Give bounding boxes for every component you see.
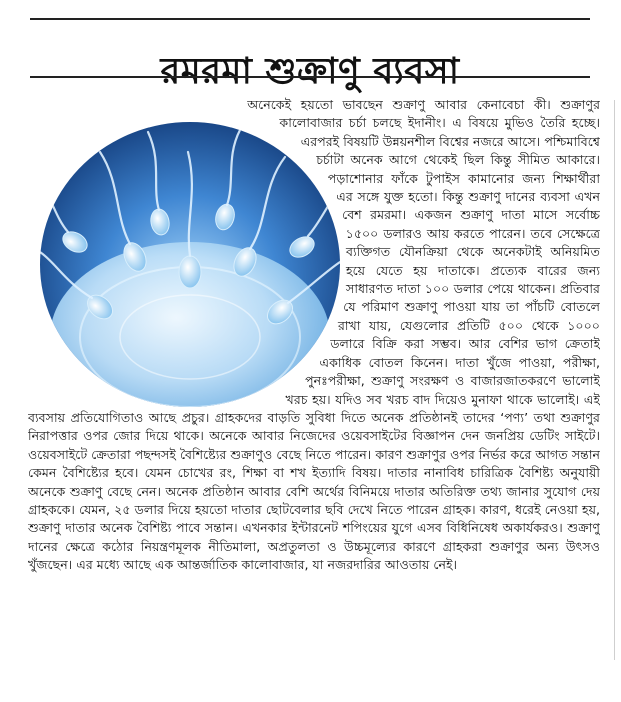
headline-top-rule — [30, 18, 590, 20]
photo-wrap-space — [28, 96, 346, 404]
article-body-text: অনেকেই হয়তো ভাবছেন শুক্রাণু আবার কেনাবেচা কী। শুক্রাণুর কালোবাজার চর্চা চলছে ইদানীং। এ বিষয়ে মুভিও তৈরি হচ্ছে। এরপরই বিষয়টি উন্নয়নশীল বিশ্বের নজরে আসে। পশ্চিমাবিশ্বে চর্চাটা অনেক আগে থেকেই ছিল কিন্তু সীমিত আকারে। পড়াশোনার ফাঁকে টুপাইস কামানোর জন্য শিক্ষার্থীরা এর সঙ্গে যুক্ত হতো। কিন্তু শুক্রাণু দানের ব্যবসা এখন বেশ রমরমা। একজন শুক্রাণু দাতা মাসে সর্বোচ্চ ১৫০০ ডলারও আয় করতে পারেন। তবে সেক্ষেত্রে ব্যক্তিগত যৌনক্রিয়া থেকে অনেকটাই অনিয়মিত হয়ে যেতে হয় দাতাকে। প্রত্যেক বারের জন্য সাধারণত দাতা ১০০ ডলার পেয়ে থাকেন। প্রতিবার যে পরিমাণ শুক্রাণু পাওয়া যায় তা পাঁচটি বোতলে রাখা যায়, যেগুলোর প্রতিটি ৫০০ থেকে ১০০০ ডলারে বিক্রি করা সম্ভব। আর বেশির ভাগ ক্রেতাই একাধিক বোতল কিনেন। দাতা খুঁজে পাওয়া, পরীক্ষা, পুনঃপরীক্ষা, শুক্রাণু সংরক্ষণ ও বাজারজাতকরণে ভালোই খরচ হয়। যদিও সব খরচ বাদ দিয়েও মুনাফা থাকে ভালোই। এই ব্যবসায় প্রতিযোগিতাও আছে প্রচুর। গ্রাহকদের বাড়তি সুবিধা দিতে অনেক প্রতিষ্ঠানই তাদের ‘পণ্য’ তথা শুক্রাণুর নিরাপত্তার ওপর জোর দিয়ে থাকে। অনেকে আবার নিজেদের ওয়েবসাইটের বিজ্ঞাপন দেন জনপ্রিয় ডেটিং সাইটে। ওয়েবসাইটে ক্রেতারা পছন্দসই বৈশিষ্ট্যের শুক্রাণুও বেছে নিতে পারেন। কারণ শুক্রাণুর ওপর নির্ভর করে আগত সন্তান কেমন বৈশিষ্ট্যের হবে। যেমন চোখের রং, শিক্ষা বা শখ ইত্যাদি বিষয়। দাতার নানাবিধ চারিত্রিক বৈশিষ্ট্য অনুযায়ী অনেকে শুক্রাণু বেছে নেন। অনেক প্রতিষ্ঠান আবার বেশি অর্থের বিনিময়ে দাতার অতিরিক্ত তথ্য জানার সুযোগ দেয় গ্রাহককে। যেমন, ২৫ ডলার দিয়ে হয়তো দাতার ছোটবেলার ছবি দেখে নিতে পারেন গ্রাহক। কারণ, ধরেই নেওয়া হয়, শুক্রাণু দাতার অনেক বৈশিষ্ট্য পাবে সন্তান। এখনকার ইন্টারনেট শপিংয়ের যুগে এসব বিধিনিষেধ অকার্যকরও। শুক্রাণু দানের ক্ষেত্রে কঠোর নিয়ন্ত্রণমূলক নীতিমালা, অপ্রতুলতা ও উচ্চমূল্যের কারণে গ্রাহকরা শুক্রাণুর অন্য উৎসও খুঁজছেন। এর মধ্যে আছে এক আন্তর্জাতিক কালোবাজার, যা নজরদারির আওতায় নেই। — [28, 97, 600, 573]
headline-bottom-rule — [30, 76, 590, 78]
article-headline: রমরমা শুক্রাণু ব্যবসা — [160, 50, 460, 93]
article-body — [28, 96, 600, 696]
column-divider — [614, 100, 615, 660]
